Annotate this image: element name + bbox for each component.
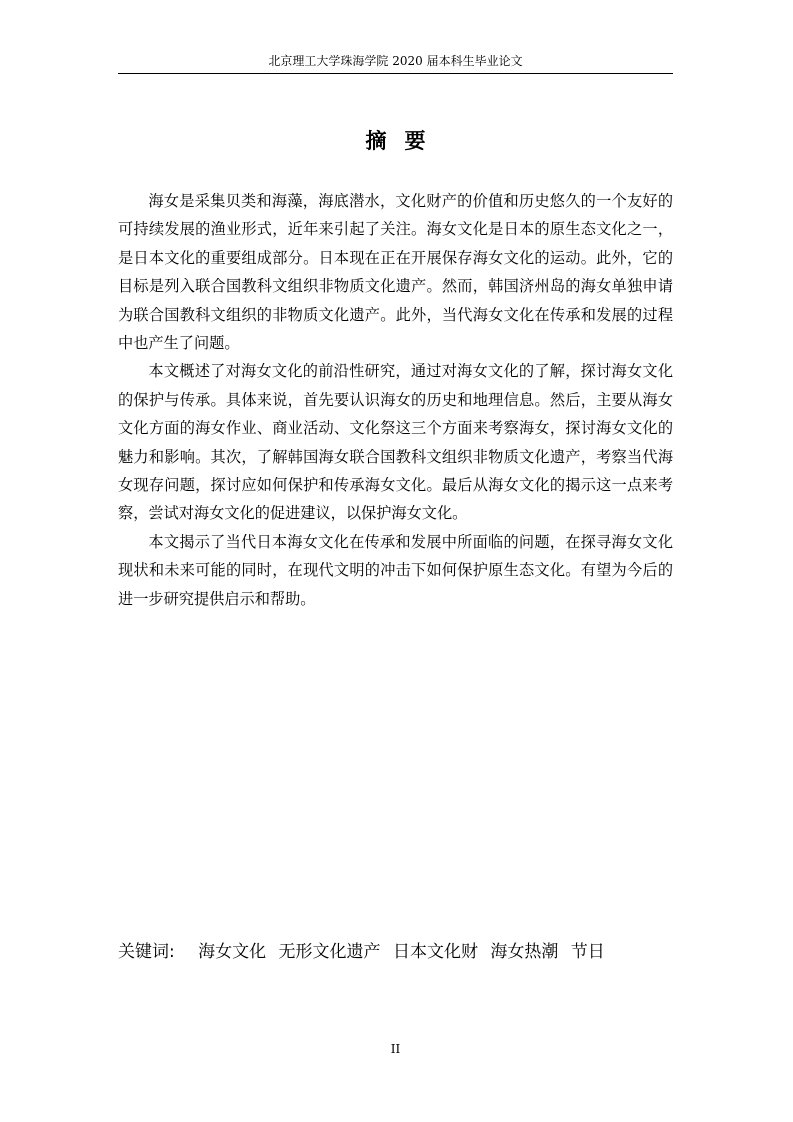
keyword-1: 海女文化 [198, 942, 267, 962]
header-rule [118, 73, 673, 74]
abstract-body [118, 187, 673, 613]
abstract-paragraph-2: 本文概述了对海女文化的前沿性研究，通过对海女文化的了解，探讨海女文化的保护与传承。具体来说，首先要认识海女的历史和地理信息。然后，主要从海女文化方面的海女作业、商业活动、文化祭这三个方面来考察海女，探讨海女文化的魅力和影响。其次，了解韩国海女联合国教科文组织非物质文化遗产，考察当代海女现存问题，探讨应如何保护和传承海女文化。最后从海女文化的揭示这一点来考察，尝试对海女文化的促进建议，以保护海女文化。 [118, 362, 673, 523]
keyword-4: 海女热潮 [490, 942, 559, 962]
keyword-5: 节日 [570, 942, 605, 962]
keyword-2: 无形文化遗产 [278, 942, 381, 962]
keyword-3: 日本文化财 [392, 942, 478, 962]
abstract-paragraph-1: 海女是采集贝类和海藻，海底潜水，文化财产的价值和历史悠久的一个友好的可持续发展的渔业形式，近年来引起了关注。海女文化是日本的原生态文化之一，是日本文化的重要组成部分。日本现在正在开展保存海女文化的运动。此外，它的目标是列入联合国教科文组织非物质文化遗产。然而，韩国济州岛的海女单独申请为联合国教科文组织的非物质文化遗产。此外，当代海女文化在传承和发展的过程中也产生了问题。 [118, 192, 673, 353]
running-header: 北京理工大学珠海学院 2020 届本科生毕业论文 [268, 54, 523, 68]
abstract-title: 摘要 [365, 129, 444, 153]
page-number: II [390, 1042, 401, 1056]
keywords-line [118, 937, 718, 967]
keywords-label: 关键词: [118, 942, 175, 962]
abstract-paragraph-3: 本文揭示了当代日本海女文化在传承和发展中所面临的问题，在探寻海女文化现状和未来可能的同时，在现代文明的冲击下如何保护原生态文化。有望为今后的进一步研究提供启示和帮助。 [118, 532, 673, 608]
